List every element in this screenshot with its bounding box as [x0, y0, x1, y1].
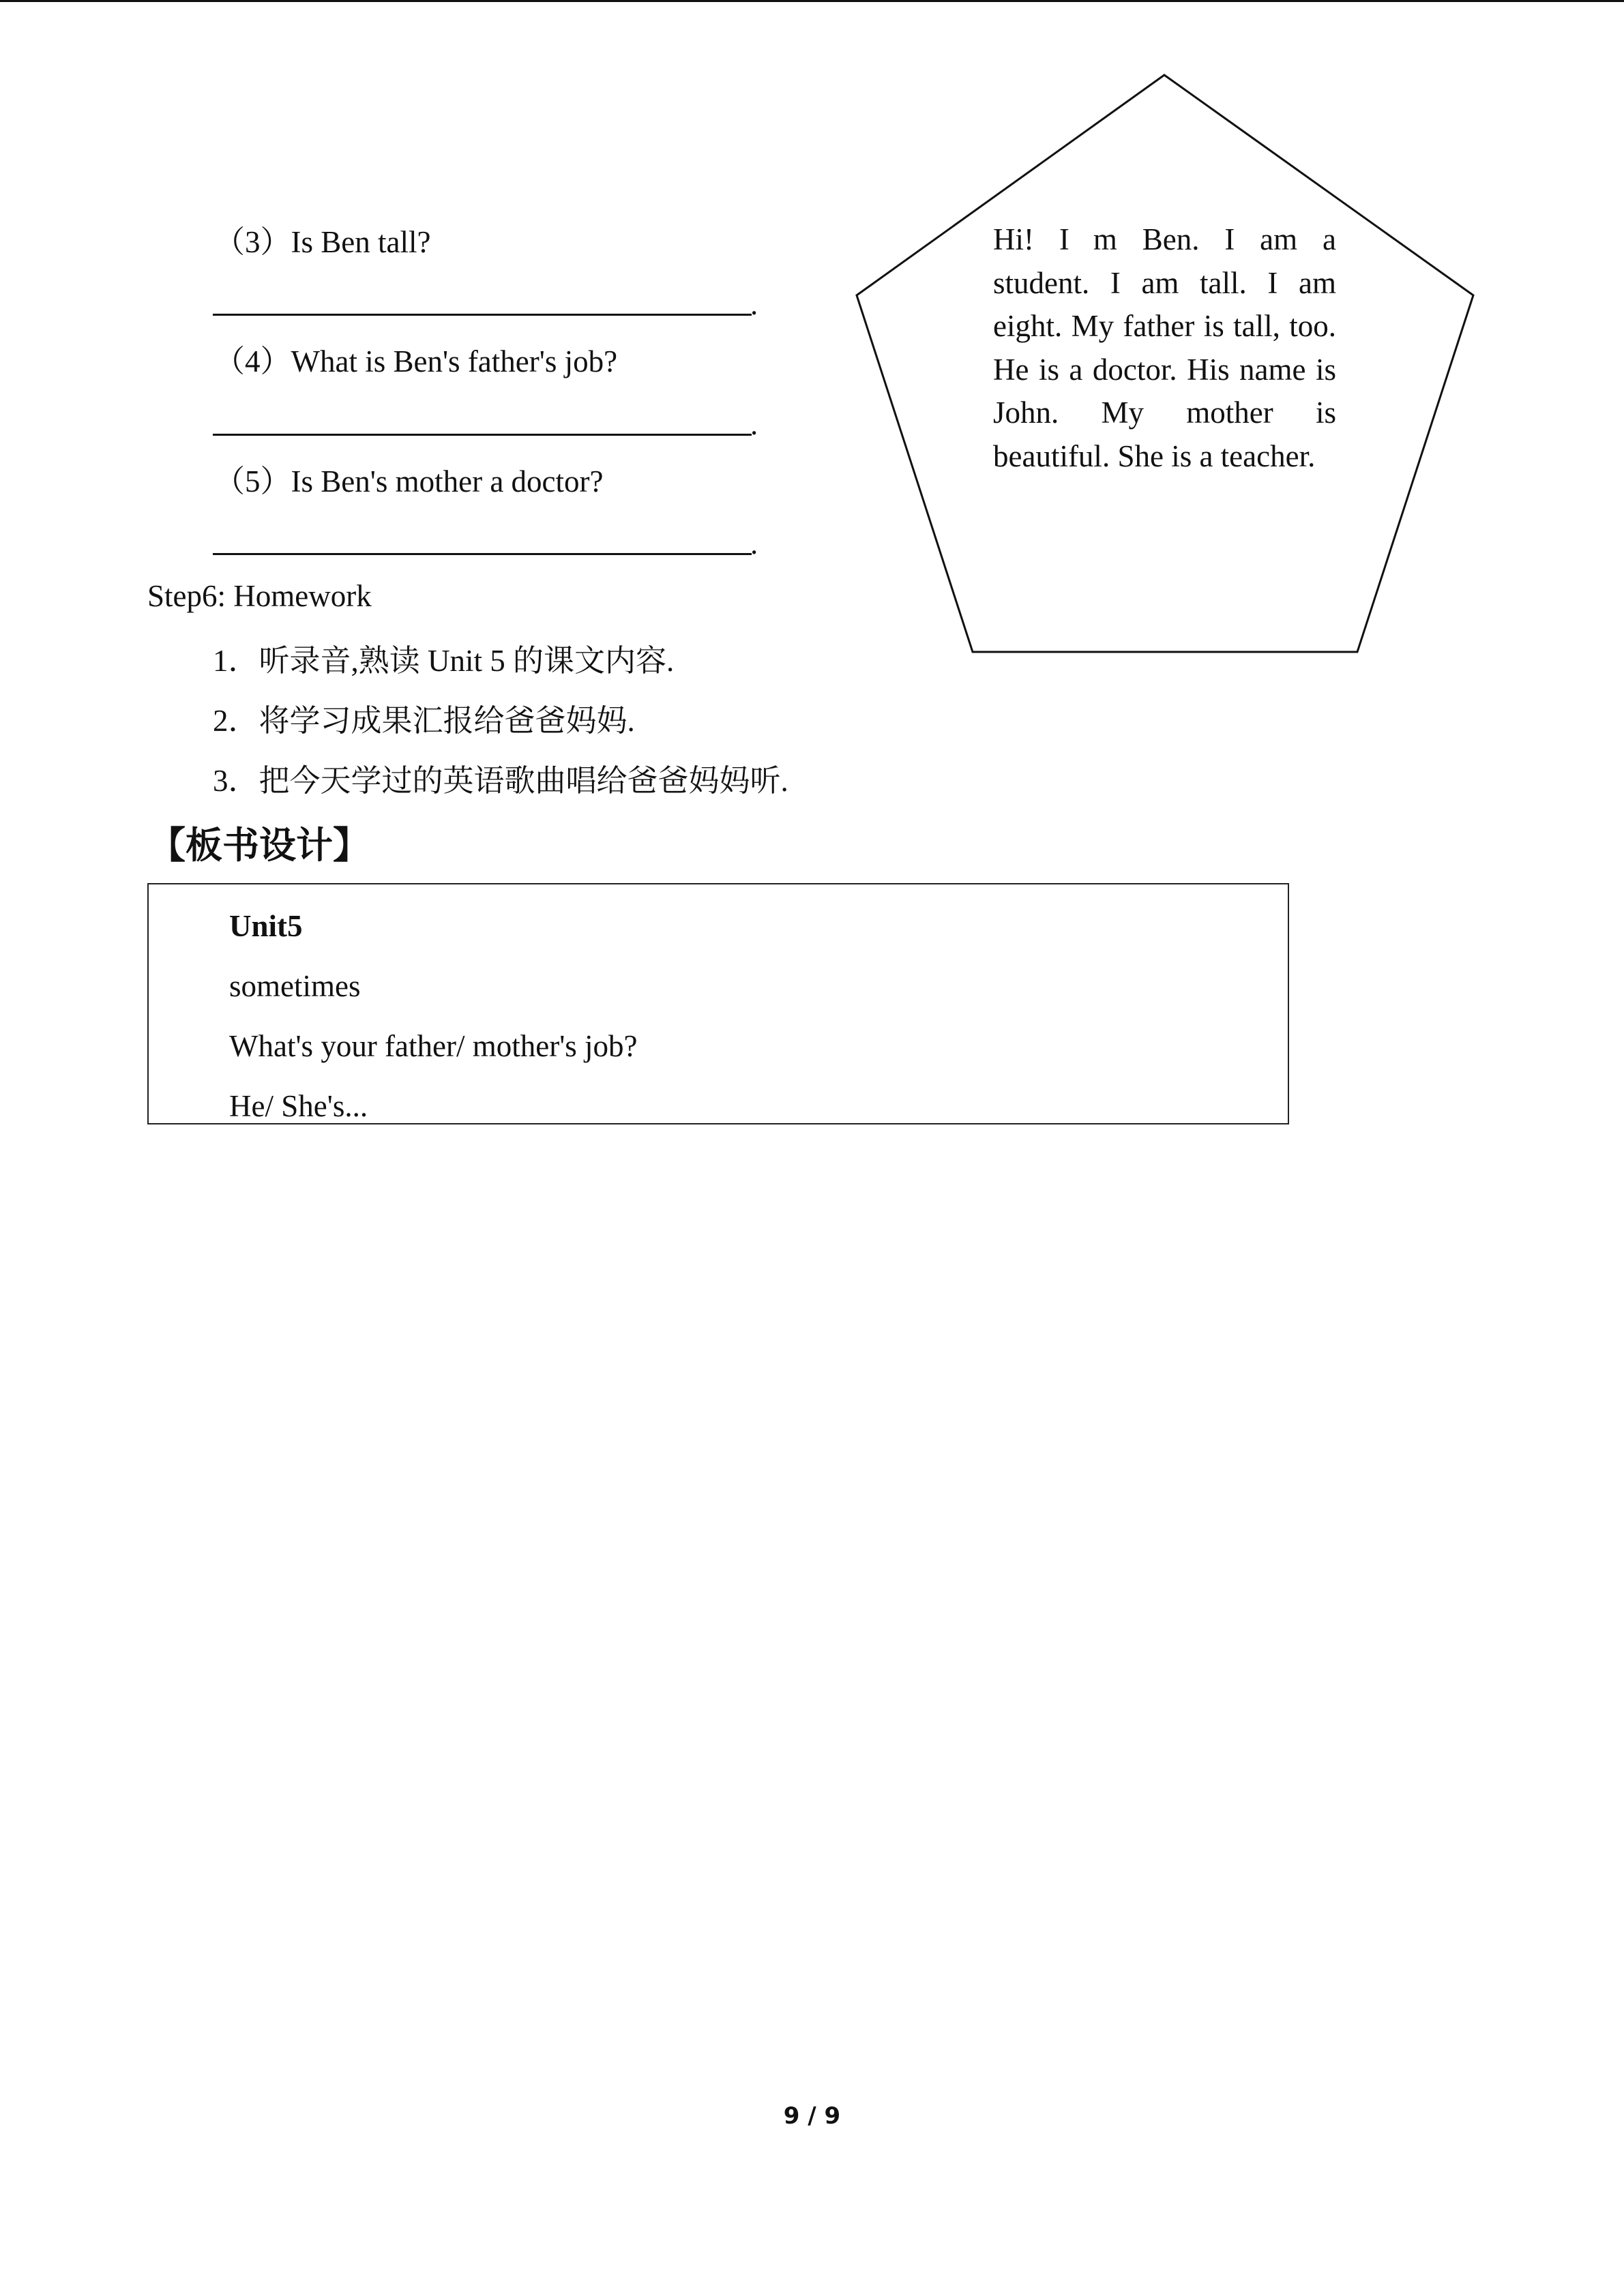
question-4: （4）What is Ben's father's job?: [214, 344, 618, 378]
answer-period-4: .: [750, 407, 758, 441]
board-line-1: sometimes: [229, 969, 361, 1003]
homework-title: Step6: Homework: [147, 579, 372, 613]
board-design-title: 【板书设计】: [149, 824, 370, 867]
board-line-3: He/ She's...: [229, 1089, 368, 1123]
homework-item-2: 2．将学习成果汇报给爸爸妈妈.: [213, 704, 635, 738]
homework-item-1: 1．听录音,熟读 Unit 5 的课文内容.: [213, 644, 675, 678]
board-design-box: [147, 883, 1289, 1124]
answer-period-3: .: [750, 287, 758, 321]
question-5: （5）Is Ben's mother a doctor?: [214, 464, 604, 498]
board-heading: Unit5: [229, 909, 303, 943]
question-3: （3）Is Ben tall?: [214, 225, 431, 259]
board-line-2: What's your father/ mother's job?: [229, 1029, 638, 1063]
homework-item-3: 3．把今天学过的英语歌曲唱给爸爸妈妈听.: [213, 764, 788, 798]
story-text: Hi! I m Ben. I am a student. I am tall. I am eight. My father is tall, too. He is a doctor. His name is John. My mother is beautiful. She is a teacher.: [993, 222, 1336, 473]
answer-period-5: .: [750, 526, 758, 561]
page-number: 9 / 9: [783, 2102, 841, 2130]
